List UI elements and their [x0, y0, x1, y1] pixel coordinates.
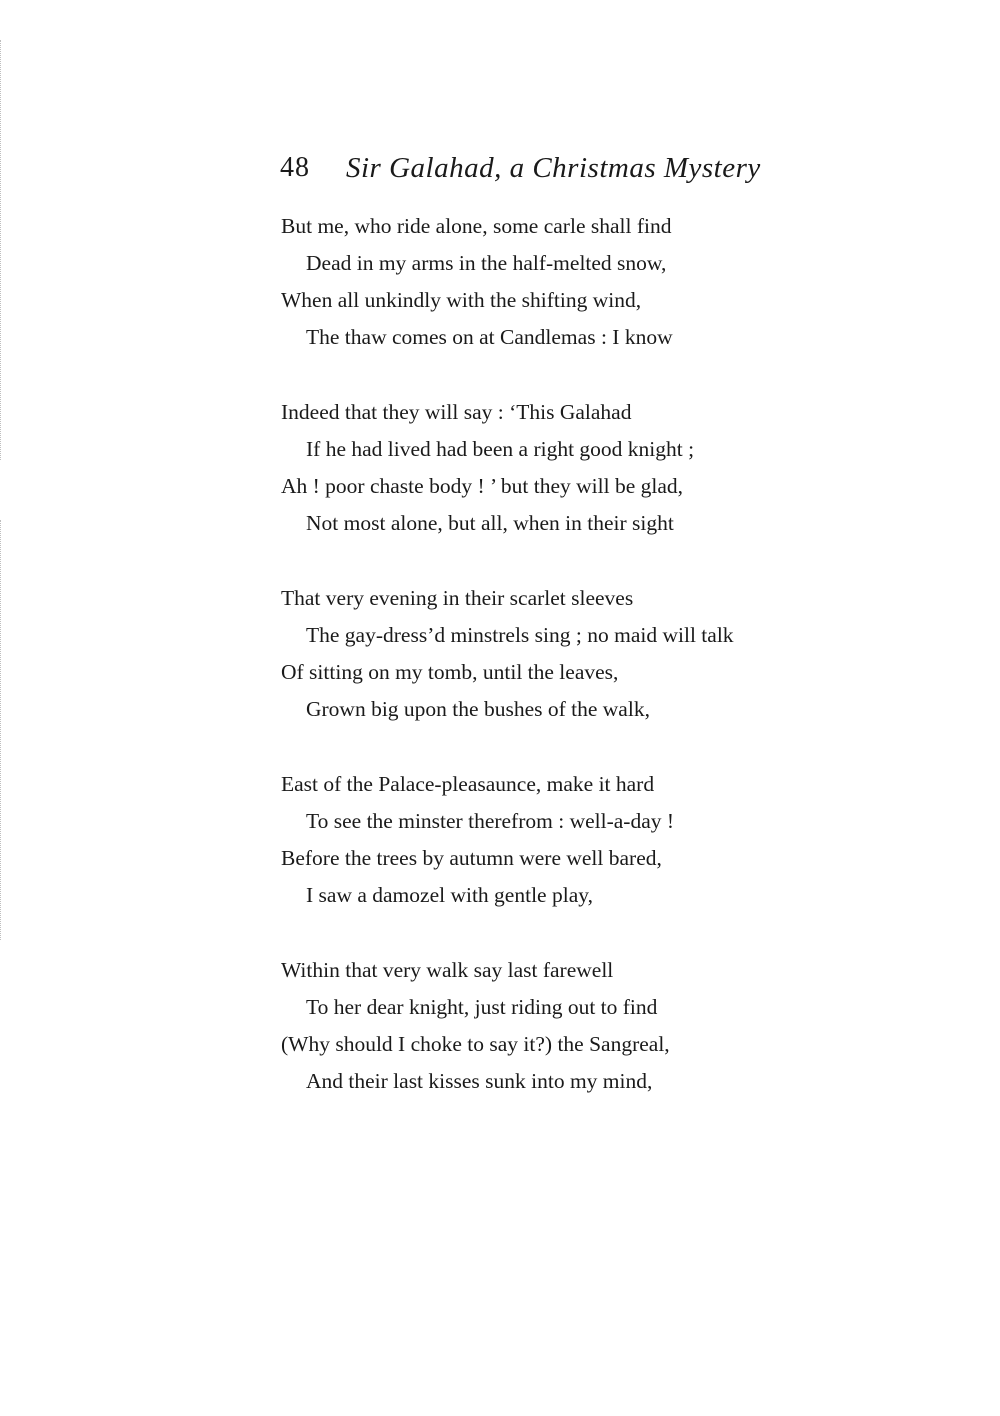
poem-line: That very evening in their scarlet sleeves — [281, 586, 634, 610]
poem-line: Before the trees by autumn were well bared, — [281, 846, 662, 870]
poem-line: Dead in my arms in the half-melted snow, — [306, 251, 667, 275]
stanza-5 — [281, 952, 901, 1100]
poem-line: Not most alone, but all, when in their sight — [306, 511, 674, 535]
poem-line: The gay-dress’d minstrels sing ; no maid will talk — [306, 623, 734, 647]
stanza-1 — [281, 208, 901, 356]
poem-line: When all unkindly with the shifting wind, — [281, 288, 642, 312]
poem-line: To see the minster therefrom : well-a-day ! — [306, 809, 675, 833]
poem-line: But me, who ride alone, some carle shall find — [281, 214, 672, 238]
stanza-3 — [281, 580, 901, 728]
poem-line: Of sitting on my tomb, until the leaves, — [281, 660, 619, 684]
poem-line: And their last kisses sunk into my mind, — [306, 1069, 653, 1093]
scan-edge-mark — [0, 520, 7, 940]
poem-line: (Why should I choke to say it?) the Sangreal, — [281, 1032, 670, 1056]
stanza-2 — [281, 394, 901, 542]
poem-line: Within that very walk say last farewell — [281, 958, 614, 982]
scan-edge-mark — [0, 40, 7, 460]
poem-line: Grown big upon the bushes of the walk, — [306, 697, 650, 721]
poem-line: Ah ! poor chaste body ! ’ but they will be glad, — [281, 474, 684, 498]
poem-body — [281, 208, 901, 1138]
running-title: Sir Galahad, a Christmas Mystery — [346, 152, 761, 184]
poem-line: To her dear knight, just riding out to find — [306, 995, 658, 1019]
poem-line: The thaw comes on at Candlemas : I know — [306, 325, 673, 349]
poem-line: East of the Palace-pleasaunce, make it hard — [281, 772, 655, 796]
poem-line: If he had lived had been a right good knight ; — [306, 437, 695, 461]
page-header — [280, 152, 840, 196]
page-number: 48 — [280, 152, 310, 183]
stanza-4 — [281, 766, 901, 914]
poem-line: Indeed that they will say : ‘This Galahad — [281, 400, 632, 424]
poem-line: I saw a damozel with gentle play, — [306, 883, 593, 907]
